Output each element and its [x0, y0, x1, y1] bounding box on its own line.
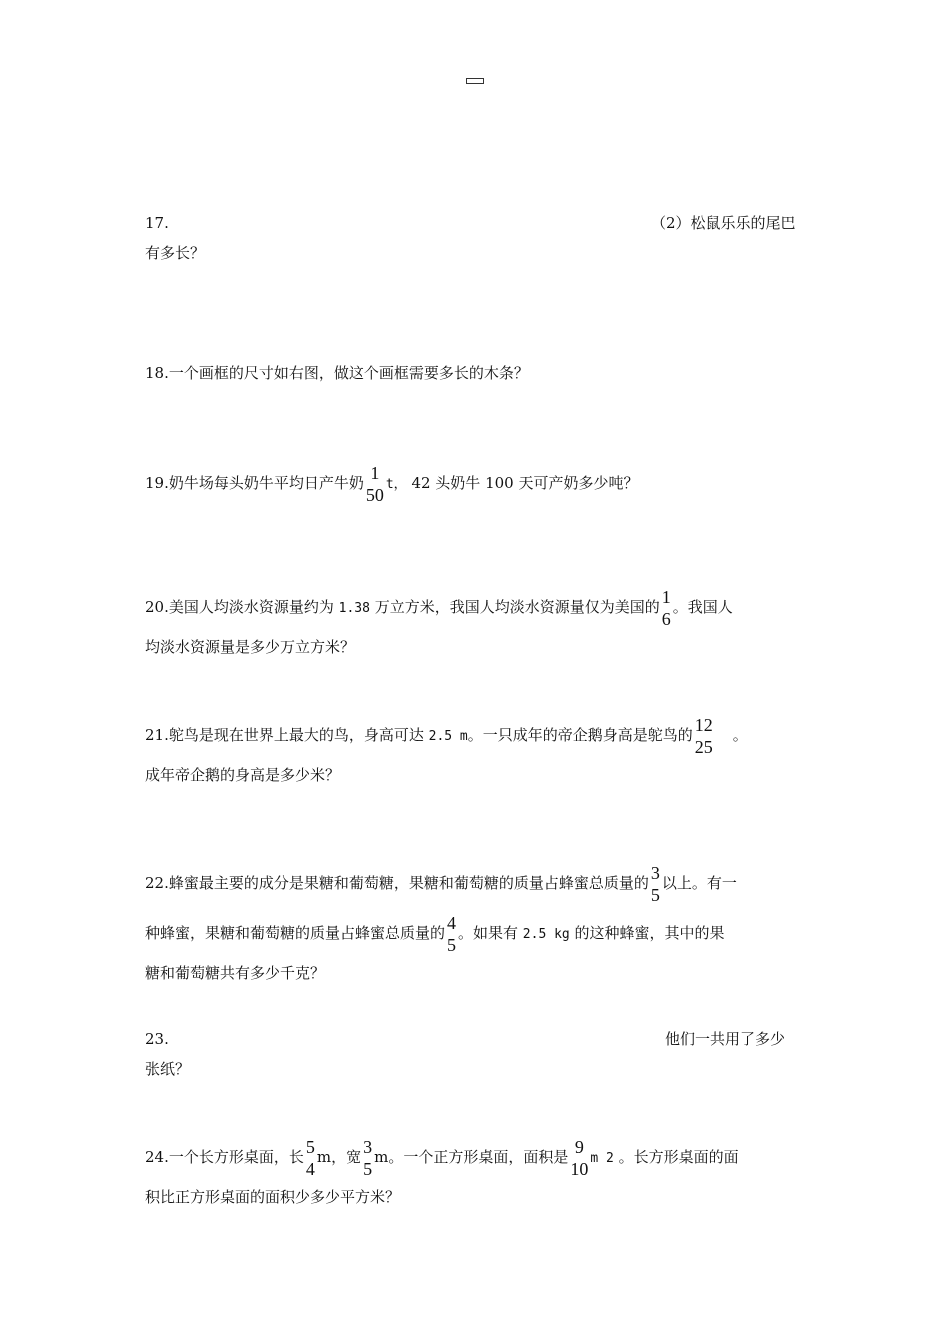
fraction-numerator: 3 [650, 863, 660, 883]
question-20-text-mid: 万立方米，我国人均淡水资源量仅为美国的 [369, 598, 660, 616]
fraction-denominator: 10 [570, 1159, 589, 1179]
question-22-l2-post: 的这种蜂蜜，其中的果 [569, 924, 725, 942]
question-21-line1 [145, 710, 810, 760]
question-20-line1 [145, 582, 810, 632]
fraction-denominator: 5 [363, 1159, 373, 1179]
fraction-1-50 [366, 462, 384, 506]
fraction-numerator: 1 [370, 463, 380, 483]
fraction-numerator: 12 [694, 715, 713, 735]
question-20-text-pre: 20.美国人均淡水资源量约为 [145, 598, 339, 616]
question-23-line1 [145, 1024, 810, 1054]
unit-m2: m 2 [590, 1151, 614, 1166]
question-17-subquestion: （2）松鼠乐乐的尾巴 [651, 214, 796, 232]
question-22 [145, 858, 810, 988]
question-19 [145, 458, 810, 508]
question-17-line2: 有多长？ [145, 244, 206, 262]
question-21-text-pre: 21.鸵鸟是现在世界上最大的鸟，身高可达 [145, 726, 429, 744]
fraction-denominator: 25 [694, 737, 713, 757]
question-24-line2: 积比正方形桌面的面积少多少平方米？ [145, 1188, 401, 1206]
question-21 [145, 710, 810, 790]
question-19-line1 [145, 458, 810, 508]
value-2-5-kg: 2.5 kg [522, 927, 570, 942]
question-20-text-post: 。我国人 [672, 598, 733, 616]
fraction-1-6 [662, 586, 671, 630]
question-17-line1 [145, 208, 810, 238]
fraction-4-5 [447, 912, 456, 956]
fraction-denominator: 50 [365, 485, 384, 505]
question-22-l2-pre: 种蜂蜜，果糖和葡萄糖的质量占蜂蜜总质量的 [145, 924, 446, 942]
question-22-line3: 糖和葡萄糖共有多少千克？ [145, 964, 326, 982]
question-24-line1 [145, 1132, 810, 1182]
question-22-l1-post: 以上。有一 [661, 874, 737, 892]
question-19-text-post: 42 头奶牛 100 天可产奶多少吨？ [406, 474, 639, 492]
fraction-3-5 [651, 862, 660, 906]
question-23-line2: 张纸？ [145, 1060, 191, 1078]
question-18-text: 18.一个画框的尺寸如右图，做这个画框需要多长的木条？ [145, 364, 529, 382]
unit-t: t， [385, 477, 407, 492]
header-mark [466, 78, 484, 84]
fraction-denominator: 5 [650, 885, 660, 905]
question-24 [145, 1132, 810, 1212]
question-23 [145, 1024, 810, 1084]
fraction-12-25 [695, 714, 713, 758]
fraction-numerator: 5 [305, 1137, 315, 1157]
question-22-line1 [145, 858, 810, 908]
question-22-line2 [145, 908, 810, 958]
question-23-subquestion: 他们一共用了多少 [665, 1030, 786, 1048]
question-18 [145, 358, 810, 388]
question-24-text-post: 。长方形桌面的面 [613, 1148, 739, 1166]
question-21-line2: 成年帝企鹅的身高是多少米？ [145, 766, 341, 784]
value-1-38: 1.38 [338, 601, 370, 616]
fraction-3-5 [363, 1136, 372, 1180]
question-17-number: 17. [145, 214, 169, 232]
question-23-number: 23. [145, 1030, 169, 1048]
question-24-unit2: m。一个正方形桌面，面积是 [374, 1148, 569, 1166]
question-24-text-pre: 24.一个长方形桌面，长 [145, 1148, 304, 1166]
question-22-l2-mid: 。如果有 [458, 924, 523, 942]
fraction-numerator: 1 [661, 587, 671, 607]
fraction-denominator: 6 [661, 609, 671, 629]
question-19-text-pre: 19.奶牛场每头奶牛平均日产牛奶 [145, 474, 364, 492]
fraction-denominator: 5 [447, 935, 457, 955]
fraction-5-4 [306, 1136, 315, 1180]
question-22-l1-pre: 22.蜂蜜最主要的成分是果糖和葡萄糖，果糖和葡萄糖的质量占蜂蜜总质量的 [145, 874, 649, 892]
question-17 [145, 208, 810, 268]
question-20-line2: 均淡水资源量是多少万立方米？ [145, 638, 356, 656]
fraction-numerator: 4 [447, 913, 457, 933]
question-20 [145, 582, 810, 662]
fraction-numerator: 9 [574, 1137, 584, 1157]
fraction-numerator: 3 [363, 1137, 373, 1157]
fraction-denominator: 4 [305, 1159, 315, 1179]
value-2-5-m: 2.5 m [428, 729, 468, 744]
fraction-9-10 [570, 1136, 588, 1180]
question-21-text-mid: 。一只成年的帝企鹅身高是鸵鸟的 [467, 726, 693, 744]
question-24-unit1: m，宽 [316, 1148, 362, 1166]
question-21-text-post: 。 [732, 726, 748, 744]
